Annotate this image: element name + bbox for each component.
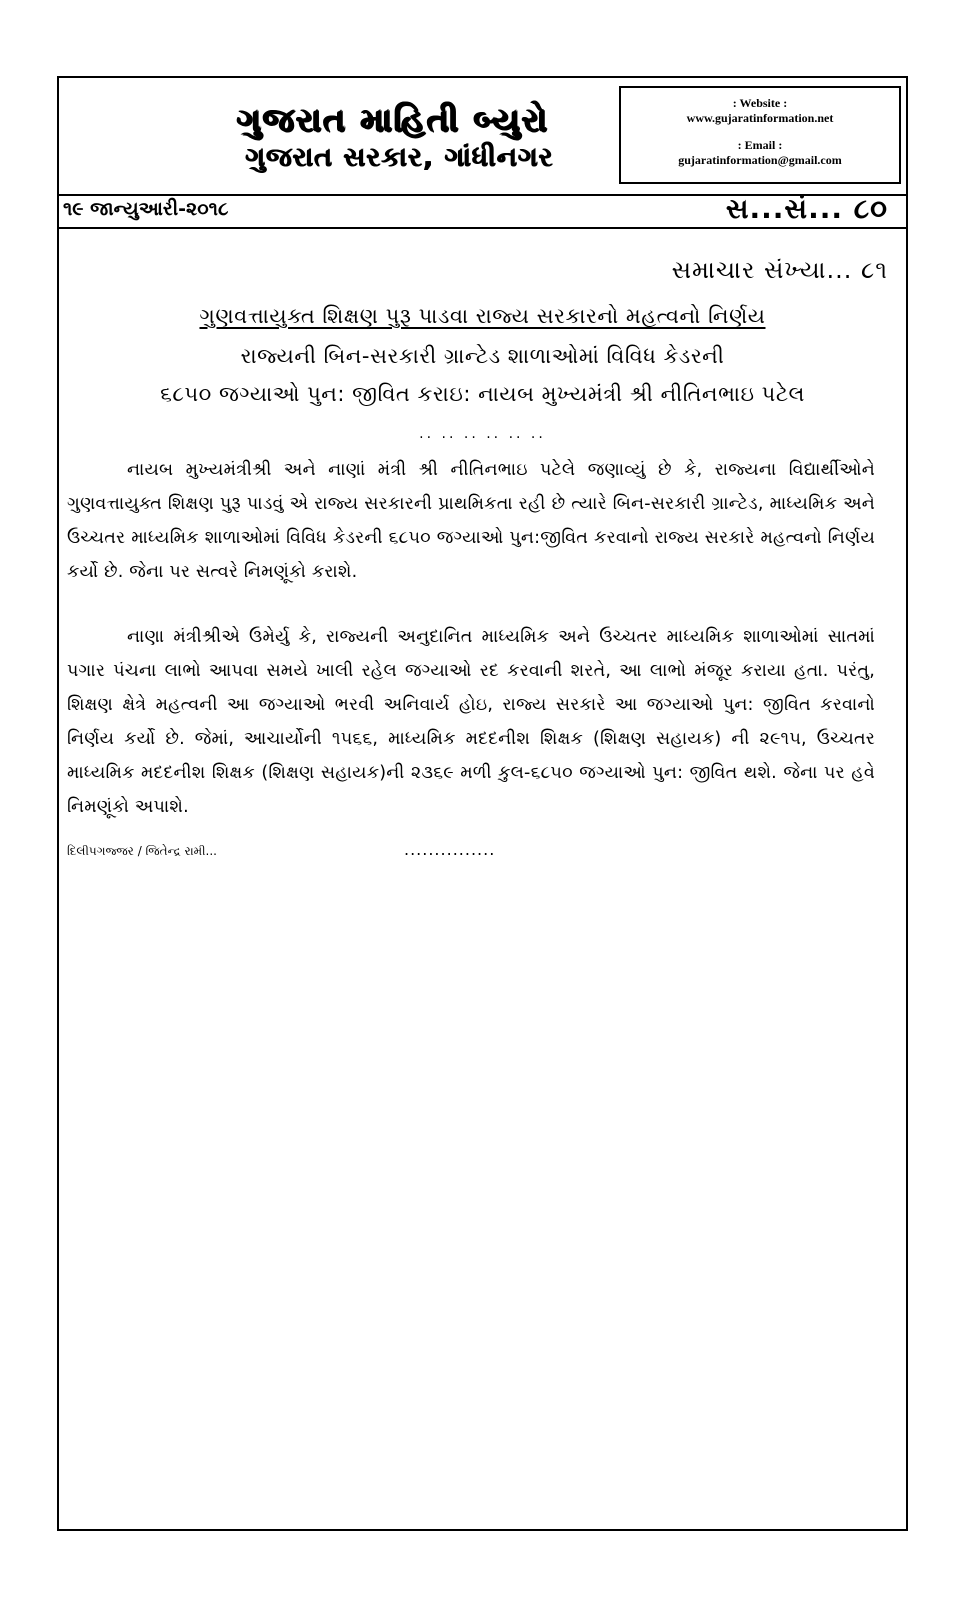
bureau-title: ગુજરાત માહિતી બ્યુરો bbox=[236, 100, 550, 139]
issue-number: સ...સં... ૮૦ bbox=[725, 192, 888, 225]
headline-secondary: રાજ્યની બિન-સરકારી ગ્રાન્ટેડ શાળાઓમાં વિવિધ કેડરની bbox=[240, 344, 725, 368]
masthead bbox=[59, 78, 906, 194]
headline-tertiary: ૬૮૫૦ જગ્યાઓ પુન: જીવિત કરાઇ: નાયબ મુખ્યમંત્રી શ્રી નીતિનભાઇ પટેલ bbox=[160, 382, 805, 406]
author-signature: દિલીપગજ્જર / જિતેન્દ્ર રામી... bbox=[67, 844, 217, 858]
paragraph-1: નાયબ મુખ્યમંત્રીશ્રી અને નાણાં મંત્રી શ્રી નીતિનભાઇ પટેલે જણાવ્યું છે કે, રાજ્યના વિદ્યાર્થીઓને ગુણવત્તાયુક્ત શિક્ષણ પુરૂ પાડવું એ રાજ્ય સરકારની પ્રાથમિકતા રહી છે ત્યારે બિન-સરકારી ગ્રાન્ટેડ, માધ્યમિક અને ઉચ્ચતર માધ્યમિક શાળાઓમાં વિવિધ કેડરની ૬૮૫૦ જગ્યાઓ પુન:જીવિત કરવાનો રાજ્ય સરકારે મહત્વનો નિર્ણય કર્યો છે. જેના પર સત્વરે નિમણૂંકો કરાશે. bbox=[67, 460, 875, 582]
separator: .. .. .. .. .. .. bbox=[419, 426, 546, 442]
email-link[interactable]: gujaratinformation@gmail.com bbox=[678, 153, 842, 167]
website-link[interactable]: www.gujaratinformation.net bbox=[686, 111, 834, 125]
release-date: ૧૯ જાન્યુઆરી-૨૦૧૮ bbox=[63, 198, 229, 220]
end-dots: ............... bbox=[404, 840, 496, 859]
paragraph-2: નાણા મંત્રીશ્રીએ ઉમેર્યુ કે, રાજ્યની અનુદાનિત માધ્યમિક અને ઉચ્ચતર માધ્યમિક શાળાઓમાં સાતમાં પગાર પંચના લાભો આપવા સમયે ખાલી રહેલ જગ્યાઓ રદ કરવાની શરતે, આ લાભો મંજૂર કરાયા હતા. પરંતુ, શિક્ષણ ક્ષેત્રે મહત્વની આ જગ્યાઓ ભરવી અનિવાર્ય હોઇ, રાજ્ય સરકારે આ જગ્યાઓ પુન: જીવિત કરવાનો નિર્ણય કર્યો છે. જેમાં, આચાર્યોની ૧૫૬૬, માધ્યમિક મદદનીશ શિક્ષક (શિક્ષણ સહાયક) ની ૨૯૧૫, ઉચ્ચતર માધ્યમિક મદદનીશ શિક્ષક (શિક્ષણ સહાયક)ની ૨૩૬૯ મળી કુલ-૬૮૫૦ જગ્યાઓ પુન: જીવિત થશે. જેના પર હવે નિમણૂંકો અપાશે. bbox=[67, 627, 875, 817]
bureau-subtitle: ગુજરાત સરકાર, ગાંધીનગર bbox=[244, 142, 554, 173]
divider bbox=[59, 227, 906, 229]
website-label: : Website : bbox=[732, 96, 788, 110]
headline-primary-text: ગુણવત્તાયુક્ત શિક્ષણ પુરૂ પાડવા રાજ્ય સરકારનો મહત્વનો નિર્ણય bbox=[199, 304, 766, 328]
headline-primary bbox=[59, 304, 906, 329]
contact-box bbox=[619, 86, 901, 184]
email-label: : Email : bbox=[737, 138, 783, 152]
news-number: સમાચાર સંખ્યા... ૮૧ bbox=[671, 256, 888, 284]
document-frame bbox=[57, 76, 908, 1531]
